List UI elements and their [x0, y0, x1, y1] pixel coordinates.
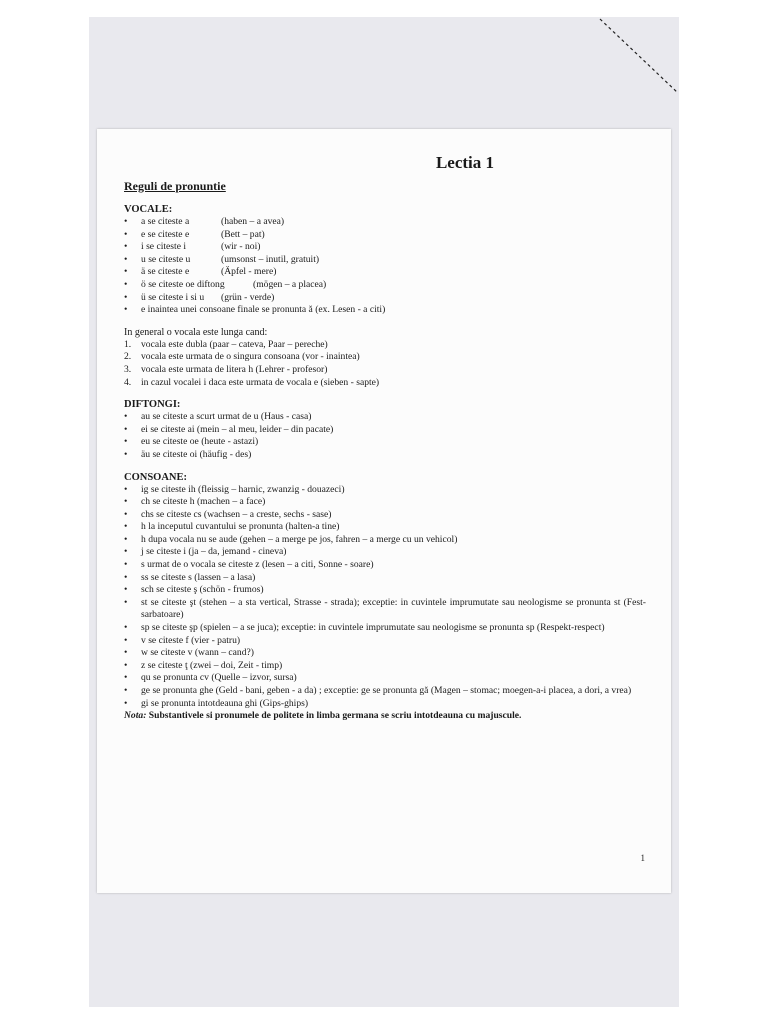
list-item: • ch se citeste h (machen – a face) — [124, 496, 266, 508]
list-item: • s urmat de o vocala se citeste z (lesen – a citi, Sonne - soare) — [124, 559, 374, 571]
list-item: • chs se citeste cs (wachsen – a creste, sechs - sase) — [124, 508, 332, 520]
document-page — [97, 129, 671, 893]
list-item: • ig se citeste ih (fleissig – harnic, zwanzig - douazeci) — [124, 483, 345, 495]
list-item: • u se citeste u (umsonst – inutil, gratuit) — [124, 253, 320, 265]
list-item: • v se citeste f (vier - patru) — [124, 634, 241, 646]
nota-text: Substantivele si pronumele de politete in limba germana se scriu intotdeauna cu majuscule. — [146, 710, 522, 722]
list-item: • ö se citeste oe diftong (mögen – a placea) — [124, 278, 327, 290]
page-subtitle: Reguli de pronuntie — [124, 179, 226, 193]
list-item: • st se citeste şt (stehen – a sta vertical, Strasse - strada); exceptie: in cuvintele imprumutate sau neologisme se pronunta st (Fest- sarbatoare) — [124, 596, 646, 621]
list-item: • sp se citeste şp (spielen – a se juca); exceptie: in cuvintele imprumutate sau neologisme se pronunta sp (Respekt-respect) — [124, 622, 605, 634]
list-item: • z se citeste ţ (zwei – doi, Zeit - timp) — [124, 659, 283, 671]
list-item: • äu se citeste oi (häufig - des) — [124, 448, 252, 460]
list-item: • e se citeste e (Bett – pat) — [124, 228, 265, 240]
list-item: • gi se pronunta intotdeauna ghi (Gips-ghips) — [124, 697, 309, 709]
vocale-list — [124, 216, 646, 317]
consoane-heading: CONSOANE: — [124, 471, 188, 483]
page-content — [124, 153, 646, 723]
list-item: • qu se pronunta cv (Quelle – izvor, sursa) — [124, 672, 297, 684]
list-item: • eu se citeste oe (heute - astazi) — [124, 436, 259, 448]
list-item: • au se citeste a scurt urmat de u (Haus - casa) — [124, 411, 312, 423]
nota-label: Nota: — [124, 710, 147, 722]
list-item: • h dupa vocala nu se aude (gehen – a merge pe jos, fahren – a merge cu un vehicol) — [124, 533, 458, 545]
list-item: • ge se pronunta ghe (Geld - bani, geben - a da) ; exceptie: ge se pronunta gă (Magen – stomac; moegen-a-i placea, a dori, a vrea) — [124, 685, 632, 696]
list-item: • i se citeste i (wir - noi) — [124, 241, 261, 253]
consoane-list — [124, 484, 646, 711]
list-item: • ä se citeste e (Äpfel - mere) — [124, 266, 277, 278]
list-item: • ü se citeste i si u (grün - verde) — [124, 291, 275, 303]
list-item: 3. vocala este urmata de litera h (Lehrer - profesor) — [124, 363, 328, 375]
page-number: 1 — [640, 853, 645, 863]
vocale-heading: VOCALE: — [124, 204, 173, 215]
page-fold-line — [598, 17, 679, 95]
list-item: 1. vocala este dubla (paar – cateva, Paar – pereche) — [124, 338, 328, 350]
list-item: • ei se citeste ai (mein – al meu, leider – din pacate) — [124, 423, 334, 435]
diftongi-list — [124, 411, 646, 461]
list-item: 2. vocala este urmata de o singura consoana (vor - inaintea) — [124, 351, 360, 363]
list-item: • sch se citeste ş (schön - frumos) — [124, 584, 264, 596]
list-item: • ss se citeste s (lassen – a lasa) — [124, 571, 256, 583]
nota-line — [124, 710, 646, 723]
lunga-list — [124, 339, 646, 389]
diftongi-heading: DIFTONGI: — [124, 399, 181, 411]
lunga-intro: In general o vocala este lunga cand: — [124, 326, 268, 338]
list-item: • j se citeste i (ja – da, jemand - cineva) — [124, 546, 287, 558]
list-item: • h la inceputul cuvantului se pronunta (halten-a tine) — [124, 521, 340, 533]
list-item: • w se citeste v (wann – cand?) — [124, 647, 254, 659]
page-title: Lectia 1 — [435, 153, 495, 172]
list-item: • a se citeste a (haben – a avea) — [124, 216, 285, 227]
list-item: 4. in cazul vocalei i daca este urmata de vocala e (sieben - sapte) — [124, 376, 380, 388]
list-item: • e inaintea unei consoane finale se pronunta ă (ex. Lesen - a citi) — [124, 304, 386, 316]
